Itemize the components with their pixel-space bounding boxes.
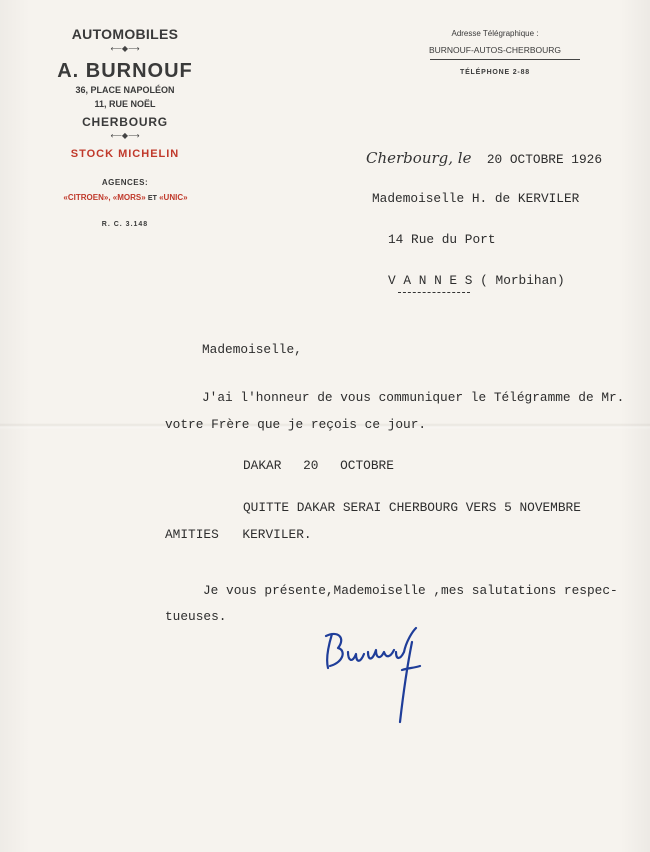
recipient-town: V A N N E S ( Morbihan) <box>388 273 565 288</box>
letterhead-agencies <box>28 193 223 202</box>
letter-date-line <box>366 149 602 167</box>
closing-line-1: Je vous présente,Mademoiselle ,mes salutations respec- <box>203 583 618 598</box>
closing-line-2: tueuses. <box>165 609 227 624</box>
body-line-2: votre Frère que je reçois ce jour. <box>165 417 427 432</box>
letter-date: 20 OCTOBRE 1926 <box>486 152 603 167</box>
telephone: TÉLÉPHONE 2-88 <box>460 69 530 76</box>
telegram-line-1: DAKAR 20 OCTOBRE <box>243 458 394 473</box>
town-underline <box>398 292 470 293</box>
telegram-line-2: QUITTE DAKAR SERAI CHERBOURG VERS 5 NOVEMBRE <box>243 500 581 515</box>
telegraph-label: Adresse Télégraphique : <box>451 29 539 38</box>
telegraph-address: BURNOUF-AUTOS-CHERBOURG <box>428 45 562 55</box>
letterhead-address-1: 36, PLACE NAPOLÉON <box>75 85 175 95</box>
agency-et: ET <box>147 195 157 202</box>
agency-brand-mors: «MORS» <box>112 193 146 202</box>
letterhead-name: A. BURNOUF <box>57 60 193 82</box>
signature <box>320 622 430 742</box>
letterhead-city: CHERBOURG <box>82 115 168 129</box>
agency-brand-citroen: «CITROEN», <box>63 193 111 202</box>
recipient-name: Mademoiselle H. de KERVILER <box>372 191 580 206</box>
letterhead-company-line: AUTOMOBILES <box>71 26 179 42</box>
recipient-street: 14 Rue du Port <box>388 232 496 247</box>
letterhead-agencies-label: AGENCES: <box>101 178 149 187</box>
letterhead-stock: STOCK MICHELIN <box>70 148 180 160</box>
ornament-divider-icon: ⟵◆⟶ <box>110 131 140 140</box>
body-line-1: J'ai l'honneur de vous communiquer le Télégramme de Mr. <box>202 390 625 405</box>
letterhead-rc: R. C. 3.148 <box>101 221 149 228</box>
agency-brand-unic: «UNIC» <box>159 193 188 202</box>
ornament-divider-icon: ⟵◆⟶ <box>110 44 140 53</box>
salutation: Mademoiselle, <box>202 342 302 357</box>
telegram-line-3: AMITIES KERVILER. <box>165 527 312 542</box>
place-script: Cherbourg, le <box>366 149 472 167</box>
letterhead-address-2: 11, RUE NOËL <box>94 99 156 109</box>
telegraph-rule <box>430 59 580 60</box>
